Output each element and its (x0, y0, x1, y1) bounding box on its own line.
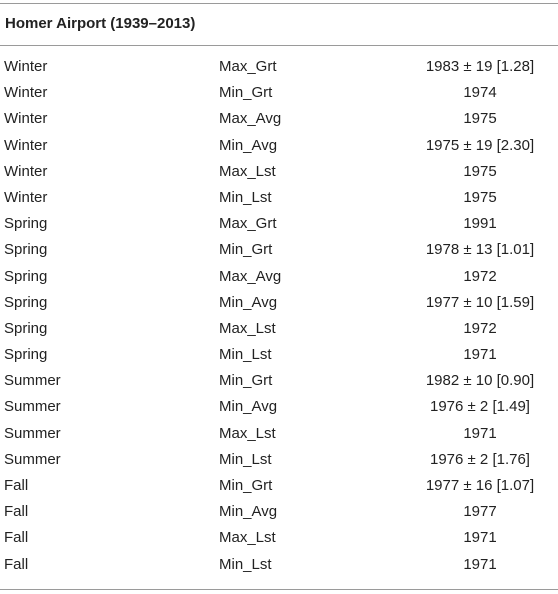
metric-cell: Min_Avg (219, 136, 278, 154)
metric-cell: Min_Avg (219, 293, 278, 311)
value-cell: 1971 (463, 555, 497, 573)
metric-cell: Max_Grt (219, 58, 277, 75)
season-cell: Summer (4, 450, 61, 468)
table-row (0, 525, 558, 551)
table-row (0, 316, 558, 342)
table-row (0, 552, 558, 578)
table-row (0, 447, 558, 473)
table-header-rule (0, 45, 558, 46)
value-cell: 1975 (463, 162, 497, 180)
season-cell: Winter (4, 110, 48, 128)
value-cell: 1974 (463, 84, 497, 102)
value-cell: 1975 (463, 188, 497, 206)
metric-cell: Max_Lst (219, 424, 276, 442)
season-cell: Spring (4, 241, 48, 259)
table-row (0, 499, 558, 525)
season-cell: Winter (4, 136, 48, 154)
table-row (0, 290, 558, 316)
season-cell: Winter (4, 84, 48, 102)
season-cell: Spring (4, 319, 48, 337)
metric-cell: Min_Lst (219, 346, 272, 364)
metric-cell: Min_Grt (219, 372, 273, 390)
value-cell: 1975 (463, 110, 497, 128)
value-cell: 1971 (463, 529, 497, 547)
season-cell: Fall (4, 529, 29, 547)
value-cell: 1976 ± 2 [1.49] (430, 398, 530, 416)
table-row (0, 185, 558, 211)
table-row (0, 264, 558, 290)
table-row (0, 368, 558, 394)
metric-cell: Max_Avg (219, 110, 282, 128)
value-cell: 1976 ± 2 [1.76] (430, 450, 530, 468)
metric-cell: Max_Lst (219, 529, 276, 547)
season-cell: Winter (4, 162, 48, 180)
table-row (0, 237, 558, 263)
season-cell: Fall (4, 477, 29, 494)
value-cell: 1977 ± 16 [1.07] (425, 477, 535, 494)
season-cell: Winter (4, 188, 48, 206)
metric-cell: Min_Lst (219, 188, 272, 206)
table-row (0, 421, 558, 447)
metric-cell: Min_Grt (219, 84, 273, 102)
table-row (0, 473, 558, 499)
value-cell: 1975 ± 19 [2.30] (425, 136, 535, 154)
value-cell: 1977 (463, 503, 497, 521)
metric-cell: Min_Grt (219, 477, 273, 494)
table-header-title: Homer Airport (1939–2013) (5, 15, 196, 32)
table-row (0, 394, 558, 420)
table-top-rule (0, 3, 558, 4)
metric-cell: Min_Lst (219, 555, 272, 573)
table-row (0, 106, 558, 132)
value-cell: 1971 (463, 424, 497, 442)
season-cell: Spring (4, 267, 48, 285)
season-cell: Summer (4, 424, 61, 442)
season-cell: Spring (4, 215, 48, 233)
metric-cell: Min_Lst (219, 450, 272, 468)
metric-cell: Max_Grt (219, 215, 277, 233)
metric-cell: Min_Avg (219, 398, 278, 416)
value-cell: 1982 ± 10 [0.90] (425, 372, 535, 390)
table-row (0, 133, 558, 159)
season-cell: Spring (4, 293, 48, 311)
table-row (0, 342, 558, 368)
season-cell: Winter (4, 58, 48, 75)
table-bottom-rule (0, 589, 558, 590)
season-cell: Fall (4, 503, 29, 521)
value-cell: 1977 ± 10 [1.59] (425, 293, 535, 311)
value-cell: 1991 (463, 215, 497, 233)
metric-cell: Min_Avg (219, 503, 278, 521)
value-cell: 1972 (463, 267, 497, 285)
value-cell: 1978 ± 13 [1.01] (425, 241, 535, 259)
metric-cell: Max_Lst (219, 319, 276, 337)
value-cell: 1971 (463, 346, 497, 364)
metric-cell: Max_Lst (219, 162, 276, 180)
metric-cell: Max_Avg (219, 267, 282, 285)
table-body (0, 54, 558, 578)
season-cell: Summer (4, 398, 61, 416)
season-cell: Fall (4, 555, 29, 573)
table-row (0, 159, 558, 185)
metric-cell: Min_Grt (219, 241, 273, 259)
table-row (0, 211, 558, 237)
value-cell: 1983 ± 19 [1.28] (425, 58, 535, 75)
table-row (0, 54, 558, 80)
table-row (0, 80, 558, 106)
value-cell: 1972 (463, 319, 497, 337)
season-cell: Spring (4, 346, 48, 364)
season-cell: Summer (4, 372, 61, 390)
